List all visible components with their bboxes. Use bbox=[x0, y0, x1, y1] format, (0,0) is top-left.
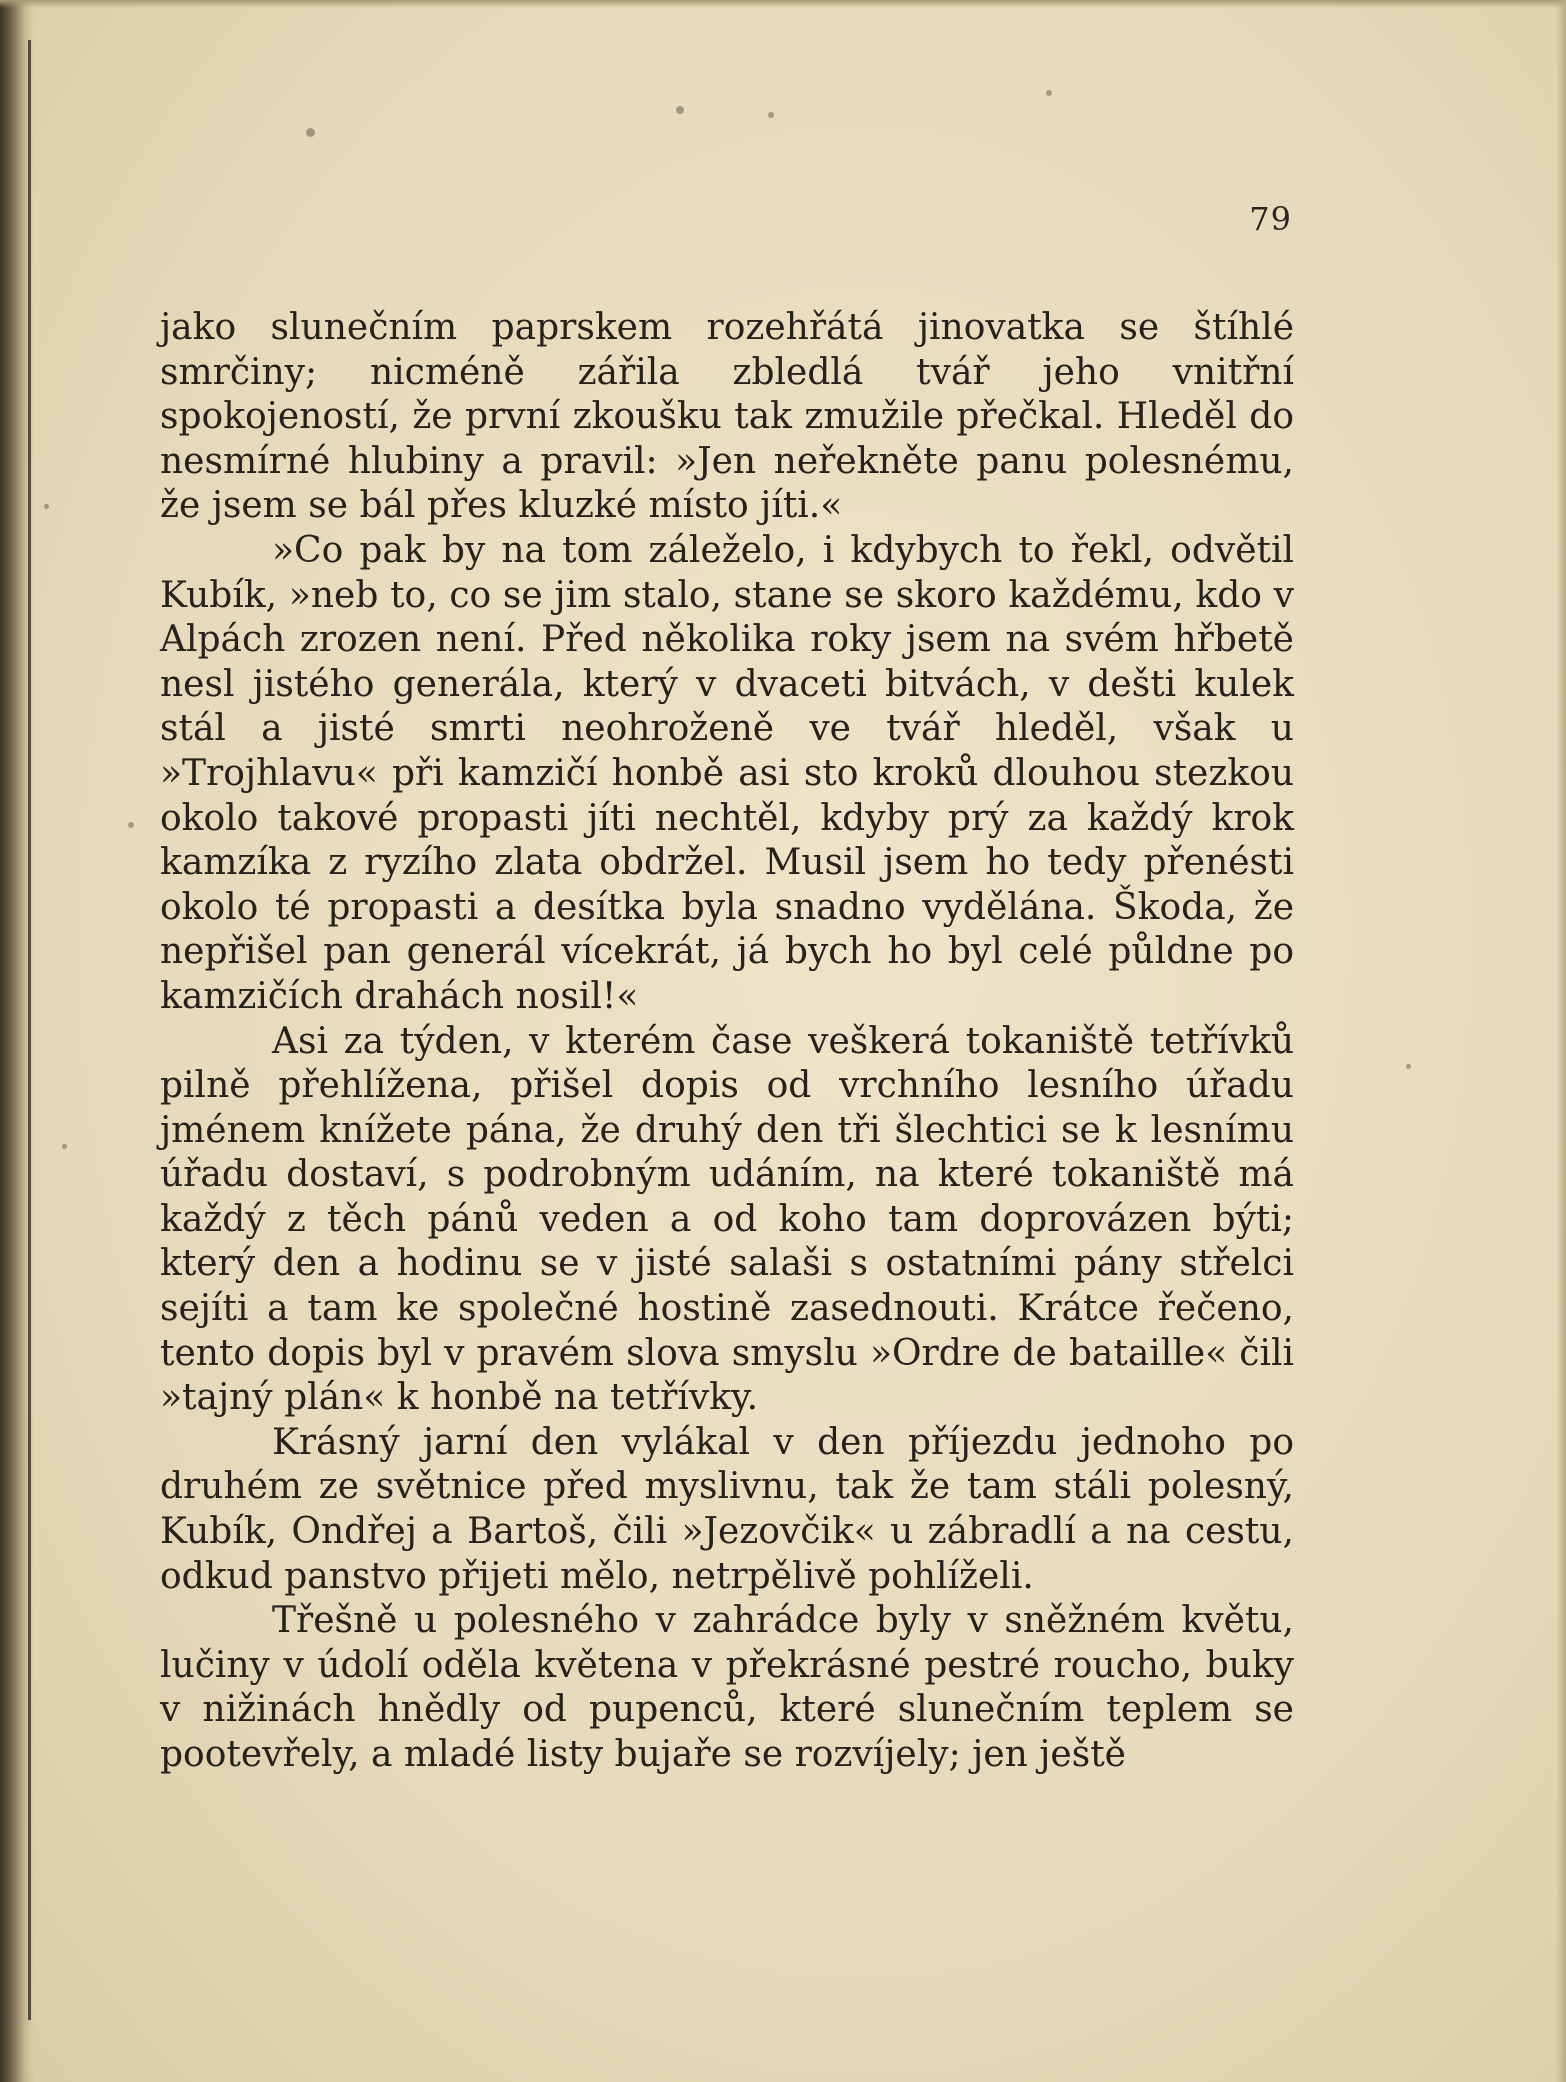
paragraph: Krásný jarní den vylákal v den příjezdu jednoho po druhém ze světnice před myslivnu, tak že tam stáli polesný, Kubík, Ondřej a Bartoš, čili »Jezovčik« u zábradlí a na cestu, odkud panstvo přijeti mělo, netrpělivě pohlíželi. bbox=[160, 1421, 1294, 1597]
body-text bbox=[160, 306, 1294, 1778]
paper-speck bbox=[306, 128, 315, 137]
paper-speck bbox=[128, 822, 134, 828]
right-edge-shadow bbox=[1556, 0, 1566, 2082]
paper-speck bbox=[1046, 90, 1052, 96]
paragraph: Asi za týden, v kterém čase veškerá tokaniště tetřívků pilně přehlížena, přišel dopis od vrchního lesního úřadu jménem knížete pána, že druhý den tři šlechtici se k lesnímu úřadu dostaví, s podrobným udáním, na které tokaniště má každý z těch pánů veden a od koho tam doprovázen býti; který den a hodinu se v jisté salaši s ostatními pány střelci sejíti a tam ke společné hostině zasednouti. Krátce řečeno, tento dopis byl v pravém slova smyslu »Ordre de bataille« čili »tajný plán« k honbě na tetřívky. bbox=[160, 1020, 1294, 1419]
page-number: 79 bbox=[1249, 200, 1292, 238]
paper-speck bbox=[62, 1144, 67, 1149]
paper-speck bbox=[768, 112, 774, 118]
paragraph: Třešně u polesného v zahrádce byly v sněžném květu, lučiny v údolí oděla květena v překrásné pestré roucho, buky v nižinách hnědly od pupenců, které slunečním teplem se pootevřely, a mladé listy bujaře se rozvíjely; jen ještě bbox=[160, 1600, 1294, 1775]
gutter-line bbox=[28, 40, 31, 2020]
paragraph: jako slunečním paprskem rozehřátá jinovatka se štíhlé smrčiny; nicméně zářila zbledlá tvář jeho vnitřní spokojeností, že první zkoušku tak zmužile přečkal. Hleděl do nesmírné hlubiny a pravil: »Jen neřekněte panu polesnému, že jsem se bál přes kluzké místo jíti.« bbox=[160, 307, 1294, 527]
top-edge-shadow bbox=[0, 0, 1566, 8]
paragraph: »Co pak by na tom záleželo, i kdybych to řekl, odvětil Kubík, »neb to, co se jim stalo, stane se skoro každému, kdo v Alpách zrozen není. Před několika roky jsem na svém hřbetě nesl jistého generála, který v dvaceti bitvách, v dešti kulek stál a jisté smrti neohroženě ve tvář hleděl, však u »Trojhlavu« při kamzičí honbě asi sto kroků dlouhou stezkou okolo takové propasti jíti nechtěl, kdyby prý za každý krok kamzíka z ryzího zlata obdržel. Musil jsem ho tedy přenésti okolo té propasti a desítka byla snadno vydělána. Škoda, že nepřišel pan generál vícekrát, já bych ho byl celé půldne po kamzičích drahách nosil!« bbox=[160, 529, 1294, 1017]
paper-speck bbox=[1406, 1064, 1411, 1069]
paper-speck bbox=[44, 504, 49, 509]
paper-speck bbox=[676, 106, 684, 114]
